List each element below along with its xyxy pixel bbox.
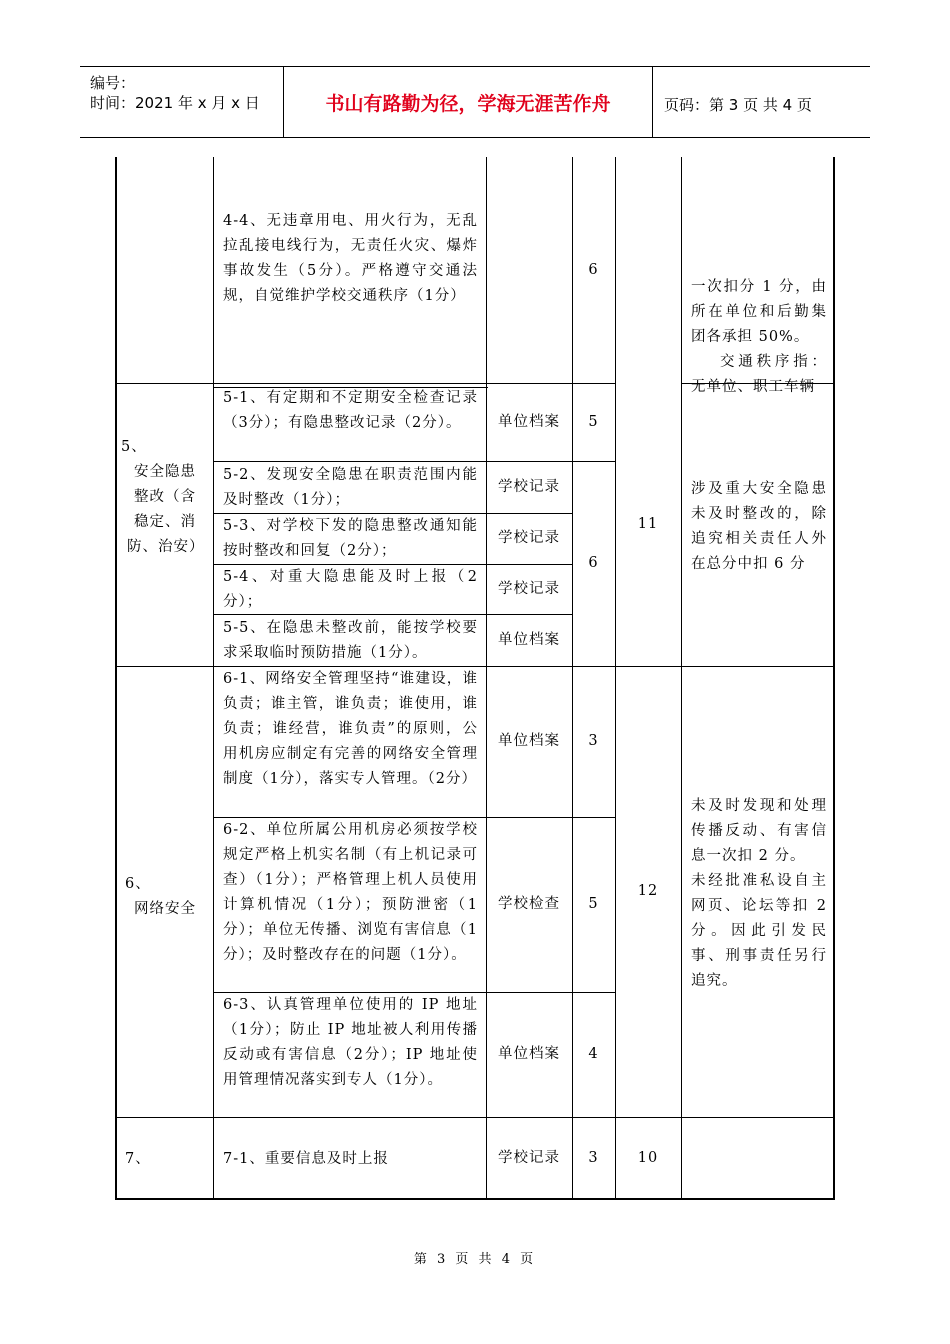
table-border bbox=[115, 1198, 835, 1200]
note-6: 未及时发现和处理传播反动、有害信息一次扣 2 分。 未经批准私设自主网页、论坛等扣 2 分。因此引发民事、刑事责任另行追究。 bbox=[691, 798, 827, 989]
total-6: 12 bbox=[637, 883, 659, 899]
total-7: 10 bbox=[637, 1149, 659, 1166]
total-5: 11 bbox=[637, 516, 659, 532]
table-grid-line bbox=[115, 1117, 835, 1118]
table-grid-line bbox=[213, 383, 488, 384]
score-5-1: 5 bbox=[588, 413, 599, 430]
method-6-2: 学校检查 bbox=[498, 896, 560, 912]
criterion-5-2: 5-2、发现安全隐患在职责范围内能及时整改（1分）； bbox=[223, 467, 478, 508]
header-motto: 书山有路勤为径，学海无涯苦作舟 bbox=[325, 93, 611, 115]
method-5-2: 学校记录 bbox=[498, 478, 560, 495]
criterion-5-3: 5-3、对学校下发的隐患整改通知能按时整改和回复（2分）； bbox=[223, 518, 478, 559]
evaluation-table bbox=[115, 157, 835, 1200]
category-6 bbox=[117, 872, 213, 922]
page-footer: 第 3 页 共 4 页 bbox=[413, 1252, 537, 1267]
note-4-a: 一次扣分 1 分，由所在单位和后勤集团各承担 50%。 bbox=[691, 279, 827, 345]
note-4-b: 交通秩序指：无单位、职工车辆 bbox=[691, 354, 827, 395]
method-5-4: 学校记录 bbox=[498, 580, 560, 597]
table-border bbox=[833, 157, 835, 1200]
category-6-number: 6、 bbox=[125, 876, 151, 892]
note-5: 涉及重大安全隐患未及时整改的，除追究相关责任人外在总分中扣 6 分 bbox=[691, 481, 827, 572]
header-divider bbox=[652, 67, 653, 137]
criterion-5-4: 5-4、对重大隐患能及时上报（2分）； bbox=[223, 569, 478, 610]
document-number-label: 编号： bbox=[90, 74, 136, 92]
category-5-number: 5、 bbox=[121, 439, 147, 455]
criterion-6-2: 6-2、单位所属公用机房必须按学校规定严格上机实名制（有上机记录可查）（1分）；严格管理上机人员使用计算机情况（1分）；预防泄密（1分）；单位无传播、浏览有害信息（1分）；及时整改存在的问题（1分）。 bbox=[223, 822, 478, 963]
table-border bbox=[115, 157, 117, 1200]
document-time-label: 时间：2021 年 x 月 x 日 bbox=[90, 94, 260, 112]
score-7-1: 3 bbox=[588, 1149, 599, 1166]
criterion-5-1: 5-1、有定期和不定期安全检查记录（3分）；有隐患整改记录（2分）。 bbox=[223, 390, 478, 431]
score-4-4: 6 bbox=[588, 261, 599, 278]
score-6-3: 4 bbox=[588, 1046, 599, 1062]
note-4 bbox=[691, 275, 827, 397]
method-5-1: 单位档案 bbox=[498, 413, 560, 430]
criterion-5-5: 5-5、在隐患未整改前，能按学校要求采取临时预防措施（1分）。 bbox=[223, 620, 478, 661]
page-header bbox=[80, 66, 870, 138]
criterion-6-1: 6-1、网络安全管理坚持“谁建设，谁负责；谁主管，谁负责；谁使用，谁负责；谁经营，谁负责”的原则，公用机房应制定有完善的网络安全管理制度（1分），落实专人管理。（2分） bbox=[223, 671, 478, 787]
criterion-4-4: 4-4、无违章用电、用火行为，无乱拉乱接电线行为，无责任火灾、爆炸事故发生（5分）。严格遵守交通法规，自觉维护学校交通秩序（1分） bbox=[223, 213, 478, 304]
table-grid-line bbox=[681, 157, 682, 1200]
header-page-label: 页码：第 3 页 共 4 页 bbox=[664, 96, 812, 114]
score-6-1: 3 bbox=[588, 733, 599, 749]
method-6-3: 单位档案 bbox=[498, 1046, 560, 1062]
category-5 bbox=[117, 435, 213, 560]
method-5-5: 单位档案 bbox=[498, 631, 560, 648]
header-left bbox=[90, 73, 260, 113]
criterion-7-1: 7-1、重要信息及时上报 bbox=[223, 1151, 389, 1167]
category-5-name: 安全隐患整改（含稳定、消防、治安） bbox=[127, 464, 205, 555]
category-7-number: 7、 bbox=[125, 1151, 151, 1167]
method-6-1: 单位档案 bbox=[498, 733, 560, 749]
method-5-3: 学校记录 bbox=[498, 530, 560, 546]
category-6-name: 网络安全 bbox=[134, 901, 196, 917]
score-5-2-5: 6 bbox=[588, 555, 599, 571]
method-7-1: 学校记录 bbox=[498, 1149, 560, 1166]
score-6-2: 5 bbox=[588, 896, 599, 912]
table-grid-line bbox=[213, 157, 214, 1200]
criterion-6-3: 6-3、认真管理单位使用的 IP 地址（1分）；防止 IP 地址被人利用传播反动或有害信息（2分）；IP 地址使用管理情况落实到专人（1分）。 bbox=[223, 997, 478, 1088]
